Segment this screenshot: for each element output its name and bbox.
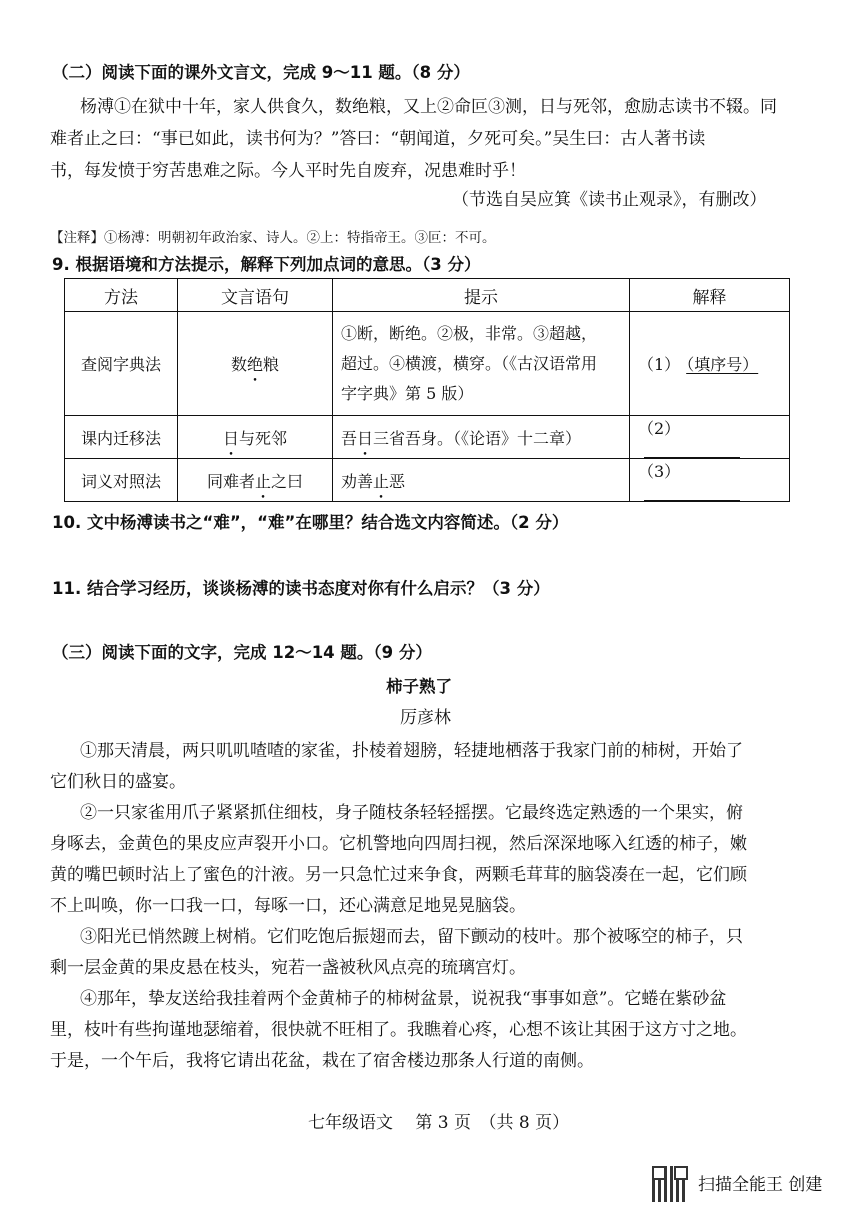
article-line: 里，枝叶有些拘谨地瑟缩着，很快就不旺相了。我瞧着心疼，心想不该让其困于这方寸之地。: [50, 1020, 747, 1040]
passage-line-1: 杨溥①在狱中十年，家人供食久，数绝粮，又上②命叵③测，日与死邻，愈励志读书不辍。同: [80, 97, 777, 117]
passage-source: （节选自吴应箕《读书止观录》，有删改）: [452, 190, 767, 210]
qr-code-icon: [652, 1166, 688, 1202]
article-line: 剩一层金黄的果皮悬在枝头，宛若一盏被秋风点亮的琉璃宫灯。: [50, 958, 526, 978]
table-row: [65, 459, 790, 502]
row3-method: 词义对照法: [65, 459, 178, 502]
dotted-word: 日: [222, 428, 239, 448]
q9-prompt: 9. 根据语境和方法提示，解释下列加点词的意思。（3 分）: [52, 255, 481, 274]
page-footer: 七年级语文 第 3 页 （共 8 页）: [308, 1113, 570, 1133]
annotation-note: 【注释】①杨溥：明朝初年政治家、诗人。②上：特指帝王。③叵：不可。: [50, 230, 496, 246]
article-line: ①那天清晨，两只叽叽喳喳的家雀，扑棱着翅膀，轻捷地栖落于我家门前的柿树，开始了: [80, 741, 743, 761]
article-line: 它们秋日的盛宴。: [50, 772, 186, 792]
row2-hint: 吾日三省吾身。（《论语》十二章）: [333, 416, 630, 459]
row2-phrase: 日与死邻: [178, 416, 333, 459]
table-row: [65, 312, 790, 416]
answer-blank-3[interactable]: [644, 484, 740, 501]
article-line: ②一只家雀用爪子紧紧抓住细枝，身子随枝条轻轻摇摆。它最终选定熟透的一个果实，俯: [80, 803, 743, 823]
table-row: [65, 416, 790, 459]
row2-answer[interactable]: （2）: [630, 416, 790, 459]
row3-answer[interactable]: （3）: [630, 459, 790, 502]
q11-prompt: 11. 结合学习经历，谈谈杨溥的读书态度对你有什么启示？（3 分）: [52, 579, 550, 598]
row2-method: 课内迁移法: [65, 416, 178, 459]
section2-heading: （二）阅读下面的课外文言文，完成 9～11 题。（8 分）: [52, 63, 470, 82]
row3-phrase: 同难者止之曰: [178, 459, 333, 502]
article-line: 身啄去，金黄色的果皮应声裂开小口。它机警地向四周扫视，然后深深地啄入红透的柿子，嫩: [50, 834, 747, 854]
header-hint: 提示: [333, 279, 630, 312]
article-title: 柿子熟了: [386, 677, 452, 696]
dotted-word: 止: [373, 471, 390, 491]
header-method: 方法: [65, 279, 178, 312]
row3-hint: 劝善止恶: [333, 459, 630, 502]
header-phrase: 文言语句: [178, 279, 333, 312]
row1-hint: ①断，断绝。②极，非常。③超越， 超过。④横渡，横穿。（《古汉语常用 字字典》第 5 版）: [333, 312, 630, 416]
dotted-word: 绝: [246, 355, 263, 374]
article-line: ④那年，挚友送给我挂着两个金黄柿子的柿树盆景，说祝我“事事如意”。它蜷在紫砂盆: [80, 989, 727, 1009]
article-line: 黄的嘴巴顿时沾上了蜜色的汁液。另一只急忙过来争食，两颗毛茸茸的脑袋凑在一起，它们顾: [50, 865, 747, 885]
article-line: 于是，一个午后，我将它请出花盆，栽在了宿舍楼边那条人行道的南侧。: [50, 1051, 594, 1071]
dotted-word: 止: [254, 471, 271, 491]
scanner-watermark: 扫描全能王 创建: [698, 1175, 823, 1195]
passage-line-2: 难者止之曰：“事已如此，读书何为？”答曰：“朝闻道，夕死可矣。”吴生曰：古人著书读: [50, 129, 706, 149]
section3-heading: （三）阅读下面的文字，完成 12～14 题。（9 分）: [52, 643, 432, 662]
article-author: 厉彦林: [400, 708, 451, 728]
row1-phrase: 数绝粮: [178, 312, 333, 416]
article-line: 不上叫唤，你一口我一口，每啄一口，还心满意足地晃晃脑袋。: [50, 896, 526, 916]
answer-blank-1[interactable]: （填序号）: [686, 355, 759, 374]
row1-answer[interactable]: （1） （填序号）: [630, 312, 790, 416]
row1-method: 查阅字典法: [65, 312, 178, 416]
article-line: ③阳光已悄然踱上树梢。它们吃饱后振翅而去，留下颤动的枝叶。那个被啄空的柿子，只: [80, 927, 743, 947]
answer-blank-2[interactable]: [644, 441, 740, 458]
table-header-row: [65, 279, 790, 312]
q10-prompt: 10. 文中杨溥读书之“难”，“难”在哪里？结合选文内容简述。（2 分）: [52, 513, 569, 532]
dotted-word: 日: [357, 428, 374, 448]
header-answer: 解释: [630, 279, 790, 312]
q9-table: [64, 278, 790, 502]
passage-line-3: 书，每发愤于穷苦患难之际。今人平时先自废弃，况患难时乎！: [50, 161, 526, 181]
